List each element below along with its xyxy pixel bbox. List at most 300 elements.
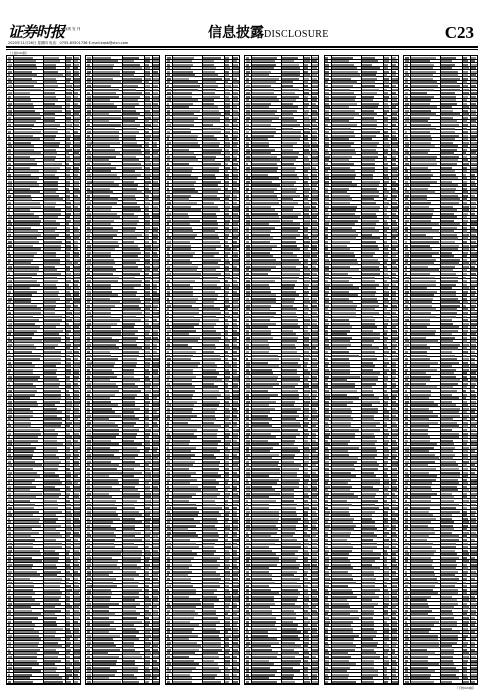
cell-text: [246, 316, 250, 318]
cell-text: [74, 198, 81, 200]
cell-text: [304, 213, 309, 215]
cell-text: [332, 355, 359, 357]
cell-text: [14, 500, 30, 502]
cell-text: [93, 677, 109, 679]
cell-text: [66, 582, 69, 584]
cell-text: [304, 308, 309, 310]
cell-text: [312, 507, 317, 509]
cell-text: [66, 422, 72, 424]
cell-text: [123, 269, 141, 271]
cell-text: [44, 425, 61, 427]
cell-text: [312, 355, 319, 357]
cell-text: [233, 429, 239, 431]
cell-text: [8, 209, 11, 211]
cell-text: [44, 255, 56, 257]
cell-text: [203, 202, 215, 204]
cell-text: [203, 628, 216, 630]
cell-text: [233, 667, 237, 669]
cell-text: [225, 606, 229, 608]
cell-text: [233, 681, 239, 683]
cell-text: [362, 60, 378, 62]
cell-text: [8, 110, 12, 112]
cell-text: [252, 557, 278, 559]
cell-text: [44, 397, 61, 399]
cell-text: [252, 135, 274, 137]
cell-text: [87, 464, 90, 466]
cell-text: [203, 443, 218, 445]
cell-text: [203, 433, 217, 435]
cell-text: [384, 67, 388, 69]
masthead: [6, 24, 478, 44]
cell-text: [87, 560, 91, 562]
cell-text: [312, 209, 317, 211]
cell-text: [325, 287, 328, 289]
cell-text: [153, 567, 160, 569]
cell-text: [66, 184, 70, 186]
cell-text: [66, 195, 70, 197]
cell-text: [332, 464, 355, 466]
cell-text: [252, 312, 275, 314]
cell-text: [252, 592, 279, 594]
cell-text: [123, 184, 137, 186]
cell-text: [312, 482, 317, 484]
cell-text: [153, 440, 160, 442]
cell-text: [282, 585, 301, 587]
cell-text: [8, 404, 12, 406]
cell-text: [123, 635, 136, 637]
cell-text: [8, 582, 12, 584]
cell-text: [362, 81, 375, 83]
cell-text: [14, 667, 32, 669]
cell-text: [252, 308, 270, 310]
cell-text: [246, 358, 249, 360]
cell-text: [44, 188, 58, 190]
cell-text: [153, 411, 157, 413]
cell-text: [14, 57, 33, 59]
cell-text: [282, 149, 293, 151]
cell-text: [304, 578, 308, 580]
cell-text: [312, 245, 317, 247]
cell-text: [123, 103, 139, 105]
cell-text: [332, 443, 349, 445]
cell-text: [332, 198, 352, 200]
cell-text: [173, 557, 194, 559]
cell-text: [362, 273, 381, 275]
cell-text: [252, 468, 280, 470]
cell-text: [312, 223, 319, 225]
cell-text: [145, 316, 150, 318]
cell-text: [44, 376, 57, 378]
cell-text: [66, 60, 71, 62]
cell-text: [8, 223, 12, 225]
cell-text: [44, 85, 58, 87]
cell-text: [173, 362, 200, 364]
cell-text: [123, 326, 134, 328]
cell-text: [325, 106, 329, 108]
cell-text: [282, 241, 296, 243]
cell-text: [173, 461, 195, 463]
cell-text: [93, 656, 119, 658]
cell-text: [203, 610, 216, 612]
cell-text: [167, 376, 170, 378]
cell-text: [282, 362, 298, 364]
cell-text: [66, 326, 71, 328]
cell-text: [392, 135, 397, 137]
cell-text: [145, 308, 150, 310]
cell-text: [312, 404, 318, 406]
cell-text: [304, 237, 309, 239]
cell-text: [362, 227, 376, 229]
cell-text: [362, 298, 377, 300]
cell-text: [304, 216, 310, 218]
cell-text: [8, 117, 11, 119]
cell-text: [325, 337, 328, 339]
cell-text: [312, 362, 318, 364]
cell-text: [145, 206, 149, 208]
cell-text: [93, 447, 109, 449]
cell-text: [332, 372, 351, 374]
cell-text: [93, 277, 118, 279]
cell-text: [225, 514, 229, 516]
cell-text: [123, 681, 139, 683]
cell-text: [14, 514, 33, 516]
cell-text: [304, 145, 310, 147]
cell-text: [14, 216, 39, 218]
cell-text: [252, 213, 278, 215]
cell-text: [312, 248, 317, 250]
cell-text: [362, 135, 376, 137]
cell-text: [304, 482, 308, 484]
cell-text: [8, 316, 11, 318]
cell-text: [74, 74, 79, 76]
cell-text: [384, 223, 388, 225]
cell-text: [145, 220, 150, 222]
cell-text: [14, 447, 36, 449]
cell-text: [167, 312, 170, 314]
cell-text: [312, 525, 316, 527]
cell-text: [153, 131, 159, 133]
cell-text: [362, 355, 375, 357]
cell-text: [173, 606, 196, 608]
cell-text: [246, 613, 250, 615]
cell-text: [167, 394, 170, 396]
cell-text: [362, 67, 381, 69]
cell-text: [325, 333, 328, 335]
cell-text: [153, 167, 159, 169]
cell-text: [167, 252, 170, 254]
cell-text: [44, 216, 58, 218]
cell-text: [87, 486, 90, 488]
cell-text: [332, 475, 356, 477]
cell-text: [14, 184, 39, 186]
cell-text: [312, 493, 318, 495]
cell-text: [167, 106, 171, 108]
cell-text: [173, 308, 199, 310]
cell-text: [252, 262, 280, 264]
cell-text: [145, 103, 151, 105]
cell-text: [44, 543, 62, 545]
cell-text: [153, 195, 159, 197]
cell-text: [312, 167, 316, 169]
cell-text: [384, 277, 389, 279]
cell-text: [87, 521, 91, 523]
cell-text: [66, 117, 71, 119]
cell-text: [304, 479, 309, 481]
cell-text: [282, 351, 297, 353]
cell-text: [8, 642, 12, 644]
cell-text: [87, 355, 91, 357]
cell-text: [304, 500, 307, 502]
cell-text: [153, 514, 159, 516]
cell-text: [44, 681, 63, 683]
cell-text: [173, 411, 192, 413]
cell-text: [87, 475, 90, 477]
cell-text: [225, 433, 230, 435]
cell-text: [252, 404, 269, 406]
cell-text: [246, 344, 249, 346]
cell-text: [203, 273, 221, 275]
cell-text: [392, 156, 397, 158]
cell-text: [145, 213, 149, 215]
cell-text: [66, 273, 71, 275]
cell-text: [225, 436, 230, 438]
cell-text: [225, 649, 231, 651]
cell-text: [392, 131, 396, 133]
cell-text: [74, 482, 78, 484]
cell-text: [304, 142, 309, 144]
cell-text: [173, 660, 195, 662]
cell-text: [74, 621, 78, 623]
cell-text: [392, 128, 399, 130]
cell-text: [93, 117, 121, 119]
cell-text: [145, 362, 150, 364]
cell-text: [203, 206, 219, 208]
cell-text: [252, 124, 271, 126]
cell-text: [123, 262, 135, 264]
cell-text: [282, 184, 294, 186]
cell-text: [233, 532, 238, 534]
cell-text: [225, 645, 229, 647]
cell-text: [233, 656, 238, 658]
cell-text: [153, 557, 159, 559]
cell-text: [392, 379, 396, 381]
cell-text: [123, 397, 135, 399]
cell-text: [167, 163, 170, 165]
cell-text: [93, 645, 115, 647]
cell-text: [332, 113, 360, 115]
cell-text: [203, 674, 217, 676]
cell-text: [167, 298, 169, 300]
cell-text: [145, 631, 150, 633]
cell-text: [66, 475, 71, 477]
cell-text: [123, 390, 141, 392]
cell-text: [14, 596, 32, 598]
cell-text: [87, 206, 90, 208]
cell-text: [384, 351, 389, 353]
cell-text: [87, 280, 91, 282]
cell-text: [325, 220, 329, 222]
cell-text: [8, 230, 11, 232]
cell-text: [93, 674, 115, 676]
cell-text: [44, 656, 58, 658]
cell-text: [233, 89, 238, 91]
cell-text: [145, 337, 151, 339]
cell-text: [325, 401, 328, 403]
cell-text: [304, 262, 308, 264]
cell-text: [14, 135, 33, 137]
cell-text: [392, 418, 399, 420]
cell-text: [362, 142, 379, 144]
cell-text: [123, 124, 140, 126]
cell-text: [252, 379, 277, 381]
cell-text: [384, 230, 388, 232]
cell-text: [173, 376, 196, 378]
cell-text: [44, 386, 59, 388]
cell-text: [145, 628, 151, 630]
cell-text: [74, 142, 80, 144]
cell-text: [173, 504, 197, 506]
cell-text: [304, 390, 310, 392]
cell-text: [252, 198, 278, 200]
cell-text: [325, 408, 328, 410]
cell-text: [252, 326, 268, 328]
cell-text: [225, 596, 231, 598]
cell-text: [66, 159, 71, 161]
cell-text: [153, 103, 157, 105]
cell-text: [304, 504, 309, 506]
cell-text: [87, 220, 91, 222]
cell-text: [203, 606, 215, 608]
cell-text: [74, 606, 79, 608]
cell-text: [44, 96, 56, 98]
cell-text: [312, 500, 317, 502]
cell-text: [66, 191, 70, 193]
cell-text: [203, 326, 215, 328]
cell-text: [203, 603, 215, 605]
cell-text: [225, 149, 229, 151]
cell-text: [312, 447, 317, 449]
cell-text: [153, 78, 159, 80]
cell-text: [8, 479, 12, 481]
cell-text: [325, 464, 329, 466]
cell-text: [233, 149, 238, 151]
cell-text: [203, 670, 221, 672]
cell-text: [167, 117, 171, 119]
cell-text: [14, 365, 35, 367]
cell-text: [87, 496, 90, 498]
cell-text: [384, 156, 388, 158]
cell-text: [312, 330, 318, 332]
cell-text: [282, 81, 293, 83]
cell-text: [44, 106, 62, 108]
cell-text: [74, 323, 80, 325]
cell-text: [93, 138, 119, 140]
cell-text: [332, 266, 350, 268]
cell-text: [312, 138, 317, 140]
cell-text: [225, 135, 229, 137]
cell-text: [312, 220, 317, 222]
cell-text: [246, 128, 249, 130]
cell-text: [312, 71, 318, 73]
cell-text: [87, 365, 91, 367]
cell-text: [304, 511, 308, 513]
cell-text: [392, 390, 399, 392]
cell-text: [167, 294, 171, 296]
cell-text: [312, 344, 319, 346]
cell-text: [74, 145, 81, 147]
cell-text: [312, 475, 318, 477]
cell-text: [325, 230, 328, 232]
cell-text: [66, 376, 70, 378]
cell-text: [282, 177, 299, 179]
cell-text: [362, 372, 380, 374]
cell-text: [14, 457, 32, 459]
cell-text: [167, 521, 171, 523]
cell-text: [74, 195, 78, 197]
cell-text: [14, 496, 36, 498]
cell-text: [233, 425, 237, 427]
cell-text: [74, 156, 80, 158]
cell-text: [304, 291, 309, 293]
cell-text: [332, 411, 353, 413]
cell-text: [362, 316, 373, 318]
cell-text: [44, 142, 60, 144]
cell-text: [74, 355, 79, 357]
cell-text: [145, 504, 151, 506]
cell-text: [8, 202, 12, 204]
cell-text: [8, 252, 11, 254]
cell-text: [167, 67, 170, 69]
cell-text: [225, 89, 229, 91]
cell-text: [123, 582, 139, 584]
cell-text: [66, 507, 71, 509]
cell-text: [282, 674, 294, 676]
cell-text: [145, 621, 150, 623]
cell-text: [14, 149, 34, 151]
cell-text: [74, 291, 79, 293]
cell-text: [8, 436, 11, 438]
cell-text: [203, 241, 220, 243]
cell-text: [66, 635, 72, 637]
cell-text: [74, 479, 80, 481]
cell-text: [203, 117, 220, 119]
cell-text: [304, 103, 309, 105]
cell-text: [93, 181, 114, 183]
cell-text: [87, 202, 91, 204]
cell-text: [312, 386, 318, 388]
cell-text: [145, 663, 149, 665]
cell-text: [93, 390, 119, 392]
cell-text: [384, 415, 390, 417]
cell-text: [304, 528, 308, 530]
cell-text: [332, 149, 355, 151]
cell-text: [325, 422, 328, 424]
cell-text: [252, 60, 275, 62]
cell-text: [312, 298, 317, 300]
cell-text: [66, 645, 70, 647]
cell-text: [123, 365, 136, 367]
cell-text: [14, 113, 40, 115]
cell-text: [93, 96, 119, 98]
cell-text: [167, 287, 171, 289]
cell-text: [392, 167, 398, 169]
cell-text: [93, 528, 116, 530]
cell-text: [145, 674, 151, 676]
cell-text: [246, 464, 249, 466]
cell-text: [93, 543, 114, 545]
cell-text: [44, 167, 60, 169]
cell-text: [203, 638, 221, 640]
